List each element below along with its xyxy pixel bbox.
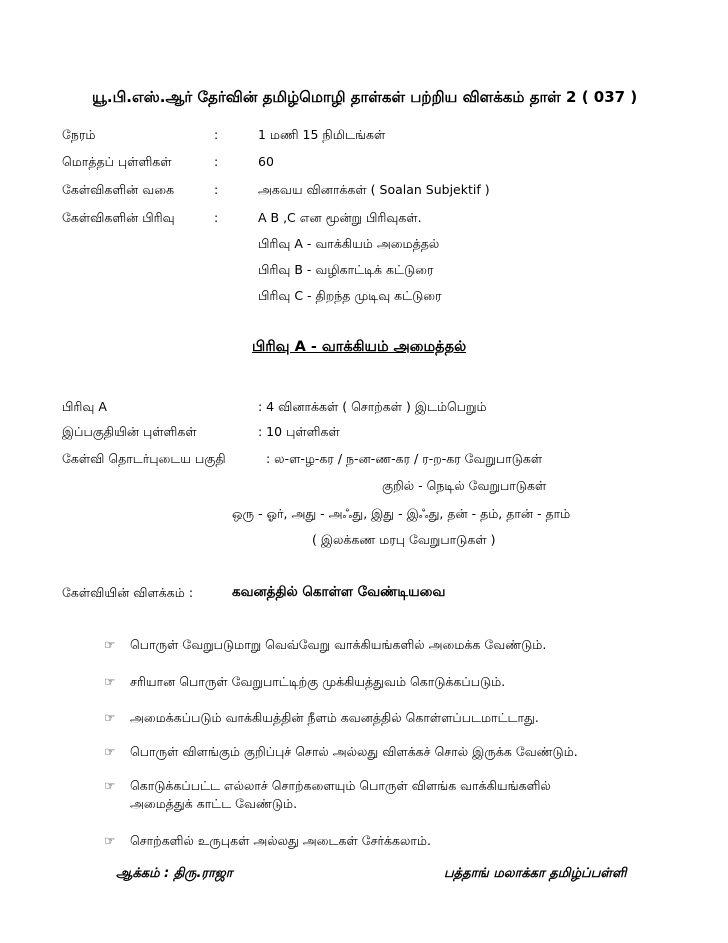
- section-b-line: பிரிவு B - வழிகாட்டிக் கட்டுரை: [258, 262, 434, 277]
- question-type-value: அகவய வினாக்கள் ( Soalan Subjektif ): [258, 182, 490, 197]
- section-a-line: பிரிவு A - வாக்கியம் அமைத்தல்: [258, 236, 440, 251]
- question-sections-value: A B ,C என மூன்று பிரிவுகள்.: [258, 210, 422, 225]
- section-a-label: பிரிவு A: [62, 399, 107, 414]
- pointing-hand-icon: ☞: [104, 778, 116, 793]
- question-type-label: கேள்விகளின் வகை: [62, 182, 175, 197]
- bullet-text: அமைக்கப்படும் வாக்கியத்தின் நீளம் கவனத்தில் கொள்ளப்படமாட்டாது.: [130, 710, 539, 725]
- page-title: யூ.பி.எஸ்.ஆர் தேர்வின் தமிழ்மொழி தாள்கள் பற்றிய விளக்கம் தாள் 2 ( 037 ): [92, 88, 638, 106]
- bullet-text: சொற்களில் உருபுகள் அல்லது அடைகள் சேர்க்கலாம்.: [130, 833, 431, 848]
- section-marks-value: : 10 புள்ளிகள்: [258, 424, 340, 439]
- explain-label: கேள்வியின் விளக்கம் :: [62, 585, 194, 600]
- topic-grammar: ( இலக்கண மரபு வேறுபாடுகள் ): [312, 532, 496, 547]
- explain-heading: கவனத்தில் கொள்ள வேண்டியவை: [232, 584, 446, 600]
- section-a-value: : 4 வினாக்கள் ( சொற்கள் ) இடம்பெறும்: [258, 399, 487, 414]
- pointing-hand-icon: ☞: [104, 637, 116, 652]
- pointing-hand-icon: ☞: [104, 744, 116, 759]
- time-value: 1 மணி 15 நிமிடங்கள்: [258, 127, 386, 142]
- question-sections-colon: :: [214, 210, 219, 225]
- related-topic-value: : ல-ள-ழ-கர / ந-ன-ண-கர / ர-ற-கர வேறுபாடுகள்: [266, 451, 543, 466]
- section-c-line: பிரிவு C - திறந்த முடிவு கட்டுரை: [258, 288, 442, 303]
- pointing-hand-icon: ☞: [104, 833, 116, 848]
- related-topic-label: கேள்வி தொடர்புடைய பகுதி: [62, 451, 226, 466]
- bullet-text: பொருள் விளங்கும் குறிப்புச் சொல் அல்லது விளக்கச் சொல் இருக்க வேண்டும்.: [130, 744, 578, 759]
- bullet-text: பொருள் வேறுபடுமாறு வெவ்வேறு வாக்கியங்களில் அமைக்க வேண்டும்.: [130, 637, 547, 652]
- footer-school: பத்தாங் மலாக்கா தமிழ்ப்பள்ளி: [444, 866, 627, 881]
- pointing-hand-icon: ☞: [104, 710, 116, 725]
- bullet-text: கொடுக்கப்பட்ட எல்லாச் சொற்களையும் பொருள் விளங்க வாக்கியங்களில் அமைத்துக் காட்ட வேண்டும்.: [130, 778, 551, 811]
- question-sections-label: கேள்விகளின் பிரிவு: [62, 210, 175, 225]
- footer-author: ஆக்கம் : திரு.ராஜா: [116, 866, 233, 881]
- topic-word-pairs: ஒரு - ஓர், அது - அஃது, இது - இஃது, தன் - தம், தான் - தாம்: [232, 506, 571, 521]
- total-marks-value: 60: [258, 154, 274, 169]
- section-a-heading: பிரிவு A - வாக்கியம் அமைத்தல்: [252, 339, 467, 355]
- time-label: நேரம்: [62, 127, 96, 142]
- time-colon: :: [214, 127, 219, 142]
- total-marks-label: மொத்தப் புள்ளிகள்: [62, 154, 172, 169]
- section-marks-label: இப்பகுதியின் புள்ளிகள்: [62, 424, 197, 439]
- pointing-hand-icon: ☞: [104, 674, 116, 689]
- total-marks-colon: :: [214, 154, 219, 169]
- bullet-text: சரியான பொருள் வேறுபாட்டிற்கு முக்கியத்துவம் கொடுக்கப்படும்.: [130, 674, 506, 689]
- topic-short-long: குறில் - நெடில் வேறுபாடுகள்: [382, 478, 547, 493]
- question-type-colon: :: [214, 182, 219, 197]
